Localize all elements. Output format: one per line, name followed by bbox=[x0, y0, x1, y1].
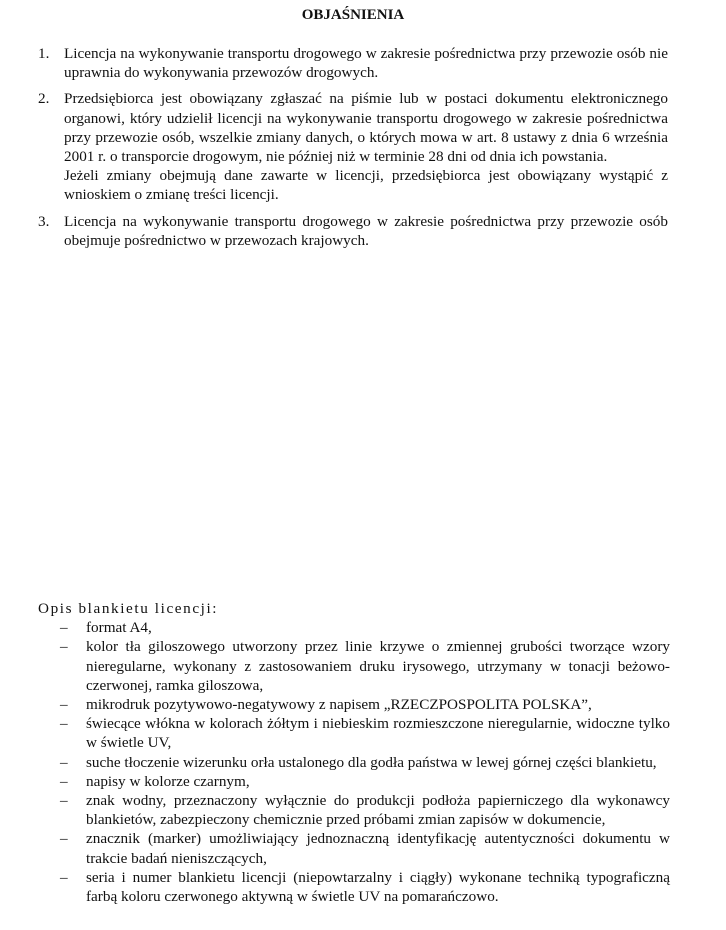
dash-bullet: – bbox=[60, 830, 68, 848]
dash-bullet: – bbox=[60, 868, 68, 886]
list-item bbox=[38, 791, 670, 829]
blank-description-heading: Opis blankietu licencji: bbox=[38, 600, 219, 617]
list-item bbox=[38, 618, 670, 637]
dash-bullet: – bbox=[60, 715, 68, 733]
dash-bullet: – bbox=[60, 619, 68, 637]
explanation-number: 2. bbox=[38, 90, 50, 108]
explanation-number: 3. bbox=[38, 212, 50, 230]
list-item bbox=[38, 772, 670, 791]
explanation-item-2 bbox=[38, 89, 668, 204]
blank-description-list bbox=[38, 618, 670, 906]
list-item bbox=[38, 695, 670, 714]
explanation-text: Licencja na wykonywanie transportu drogowego w zakresie pośrednictwa przy przewozie osób obejmuje pośrednictwo w przewozach krajowych. bbox=[64, 212, 668, 249]
dash-bullet: – bbox=[60, 772, 68, 790]
list-item bbox=[38, 637, 670, 695]
list-item-text: seria i numer blankietu licencji (niepowtarzalny i ciągły) wykonane techniką typograficzną farbą koloru czerwonego aktywną w świetle UV na pomarańczowo. bbox=[86, 868, 670, 906]
explanation-item-1 bbox=[38, 44, 668, 82]
list-item-text: suche tłoczenie wizerunku orła ustalonego dla godła państwa w lewej górnej części blankietu, bbox=[86, 753, 657, 771]
list-item-text: kolor tła giloszowego utworzony przez linie krzywe o zmiennej grubości tworzące wzory nieregularne, wykonany z zastosowaniem druku irysowego, utrzymany w tonacji beżowo-czerwonej, ramka giloszowa, bbox=[86, 638, 670, 694]
explanation-text: Przedsiębiorca jest obowiązany zgłaszać na piśmie lub w postaci dokumentu elektronicznego organowi, który udzielił licencji na wykonywanie transportu drogowego w zakresie pośrednictwa przy przewozie osób, wszelkie zmiany danych, o których mowa w art. 8 ustawy z dnia 6 września 2001 r. o transporcie drogowym, nie później niż w terminie 28 dni od dnia ich powstania. bbox=[64, 90, 668, 166]
blank-description bbox=[38, 599, 670, 906]
list-item-text: napisy w kolorze czarnym, bbox=[86, 772, 250, 790]
list-item bbox=[38, 829, 670, 867]
dash-bullet: – bbox=[60, 638, 68, 656]
explanation-number: 1. bbox=[38, 45, 50, 62]
dash-bullet: – bbox=[60, 753, 68, 771]
explanations-list bbox=[38, 44, 668, 257]
list-item bbox=[38, 714, 670, 752]
page-title: OBJAŚNIENIA bbox=[301, 7, 405, 23]
explanation-text: Jeżeli zmiany obejmują dane zawarte w licencji, przedsiębiorca jest obowiązany wystąpić z wnioskiem o zmianę treści licencji. bbox=[64, 167, 668, 204]
list-item-text: format A4, bbox=[86, 619, 152, 637]
explanation-item-3 bbox=[38, 212, 668, 250]
list-item-text: znak wodny, przeznaczony wyłącznie do produkcji podłoża papierniczego dla wykonawcy blankietów, zabezpieczony chemicznie przed próbami zmian zapisów w dokumencie, bbox=[86, 792, 670, 829]
dash-bullet: – bbox=[60, 696, 68, 714]
list-item-text: świecące włókna w kolorach żółtym i niebieskim rozmieszczone nieregularnie, widoczne tylko w świetle UV, bbox=[86, 715, 670, 752]
list-item bbox=[38, 753, 670, 772]
dash-bullet: – bbox=[60, 792, 68, 810]
list-item bbox=[38, 868, 670, 906]
list-item-text: znacznik (marker) umożliwiający jednoznaczną identyfikację autentyczności dokumentu w trakcie badań nieniszczących, bbox=[86, 830, 670, 867]
list-item-text: mikrodruk pozytywowo-negatywowy z napisem „RZECZPOSPOLITA POLSKA”, bbox=[86, 696, 592, 714]
explanation-text: Licencja na wykonywanie transportu drogowego w zakresie pośrednictwa przy przewozie osób nie uprawnia do wykonywania przewozów drogowych. bbox=[64, 45, 668, 82]
